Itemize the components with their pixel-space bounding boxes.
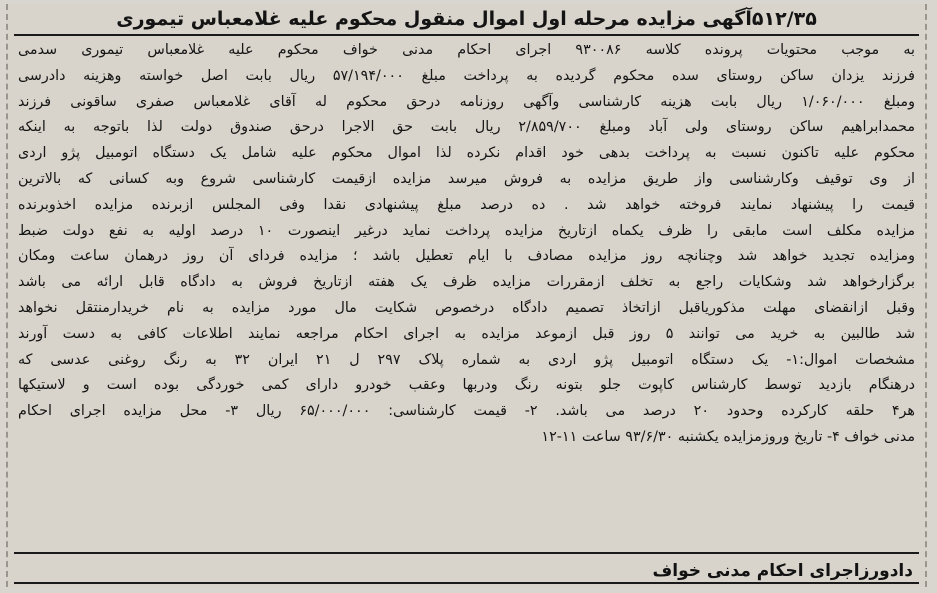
footer-divider: [14, 552, 919, 554]
notice-line: مدنی خواف ۴- تاریخ وروزمزایده یکشنبه ۹۳/۶/۳۰ ساعت ۱۱-۱۲: [541, 428, 915, 445]
notice-body: [18, 38, 915, 451]
notice-line: محکوم علیه تاکنون نسبت به پرداخت بدهی خود اقدام نکرده لذا اموال محکوم علیه شامل یک دستگاه اتومبیل پژو اردی: [18, 145, 915, 162]
notice-line: ومبلغ ۱/۰۶۰/۰۰۰ ریال بابت هزینه کارشناسی وآگهی روزنامه درحق محکوم له آقای غلامعباس صفری ساقونی فرزند: [18, 93, 915, 110]
bottom-divider: [14, 582, 919, 584]
notice-line: محمدابراهیم ساکن روستای ولی آباد ومبلغ ۲/۸۵۹/۷۰۰ ریال بابت حق الاجرا درحق صندوق دولت لذا باتوجه به اینکه: [18, 119, 915, 136]
notice-line: از وی توقیف وکارشناسی واز طریق مزایده به فروش میرسد مزایده ازقیمت کارشناسی شروع وبه کسانی که بالاترین: [18, 170, 915, 187]
notice-clipping: [6, 4, 927, 587]
signature: دادورزاجرای احکام مدنی خواف: [652, 561, 913, 581]
notice-title: ۵۱۲/۳۵آگهی مزایده مرحله اول اموال منقول محکوم علیه غلامعباس تیموری: [116, 8, 817, 30]
notice-line: درهنگام بازدید توسط کارشناس کاپوت جلو بتونه رنگ ودربها وعقب خودرو دارای کمی خوردگی بوده است و لاستیکها: [18, 377, 915, 394]
notice-line: برگزارخواهد شد وشکایات راجع به تخلف ازمقررات مزایده ظرف یک هفته ازتاریخ فروش به دادگاه قابل ارائه می باشد: [18, 274, 915, 291]
notice-line: قیمت را پیشنهاد نمایند فروخته خواهد شد . ده درصد مبلغ پیشنهادی نقدا وفی المجلس ازبرنده مزایده اخذوبرنده: [18, 196, 915, 213]
notice-line: ومزایده تجدید خواهد شد وچنانچه روز مزایده مصادف با ایام تعطیل باشد ؛ مزایده فردای آن روز درهمان ساعت ومکان: [18, 248, 915, 265]
notice-line: مزایده مکلف است مابقی را ظرف یکماه ازتاریخ مزایده پرداخت نماید درغیر اینصورت ۱۰ درصد اولیه به نفع دولت ضبط: [18, 222, 915, 239]
notice-line: فرزند یزدان ساکن روستای سده محکوم گردیده به پرداخت مبلغ ۵۷/۱۹۴/۰۰۰ ریال بابت اصل خواسته وهزینه دادرسی: [18, 67, 915, 84]
title-divider: [14, 34, 919, 36]
notice-line: هر۴ حلقه کارکرده وحدود ۲۰ درصد می باشد. ۲- قیمت کارشناسی: ۶۵/۰۰۰/۰۰۰ ریال ۳- محل مزایده اجرای احکام: [18, 403, 915, 420]
notice-line: وقبل ازانقضای مهلت مذکوریاقبل ازاتخاذ تصمیم دادگاه درخصوص شکایت مال مورد مزایده به نام خریدارمنتقل نخواهد: [18, 299, 915, 316]
notice-line: به موجب محتویات پرونده کلاسه ۹۳۰۰۸۶ اجرای احکام مدنی خواف محکوم علیه غلامعباس تیموری سدمی: [18, 42, 915, 58]
notice-line: مشخصات اموال:۱- یک دستگاه اتومبیل پژو اردی به شماره پلاک ۲۹۷ ل ۲۱ ایران ۳۲ به رنگ روغنی عدسی که: [18, 351, 915, 368]
notice-line: شد طالبین به خرید می توانند ۵ روز قبل ازموعد مزایده به اجرای احکام مراجعه نمایند اطلاعات کافی به دست آورند: [18, 325, 915, 342]
